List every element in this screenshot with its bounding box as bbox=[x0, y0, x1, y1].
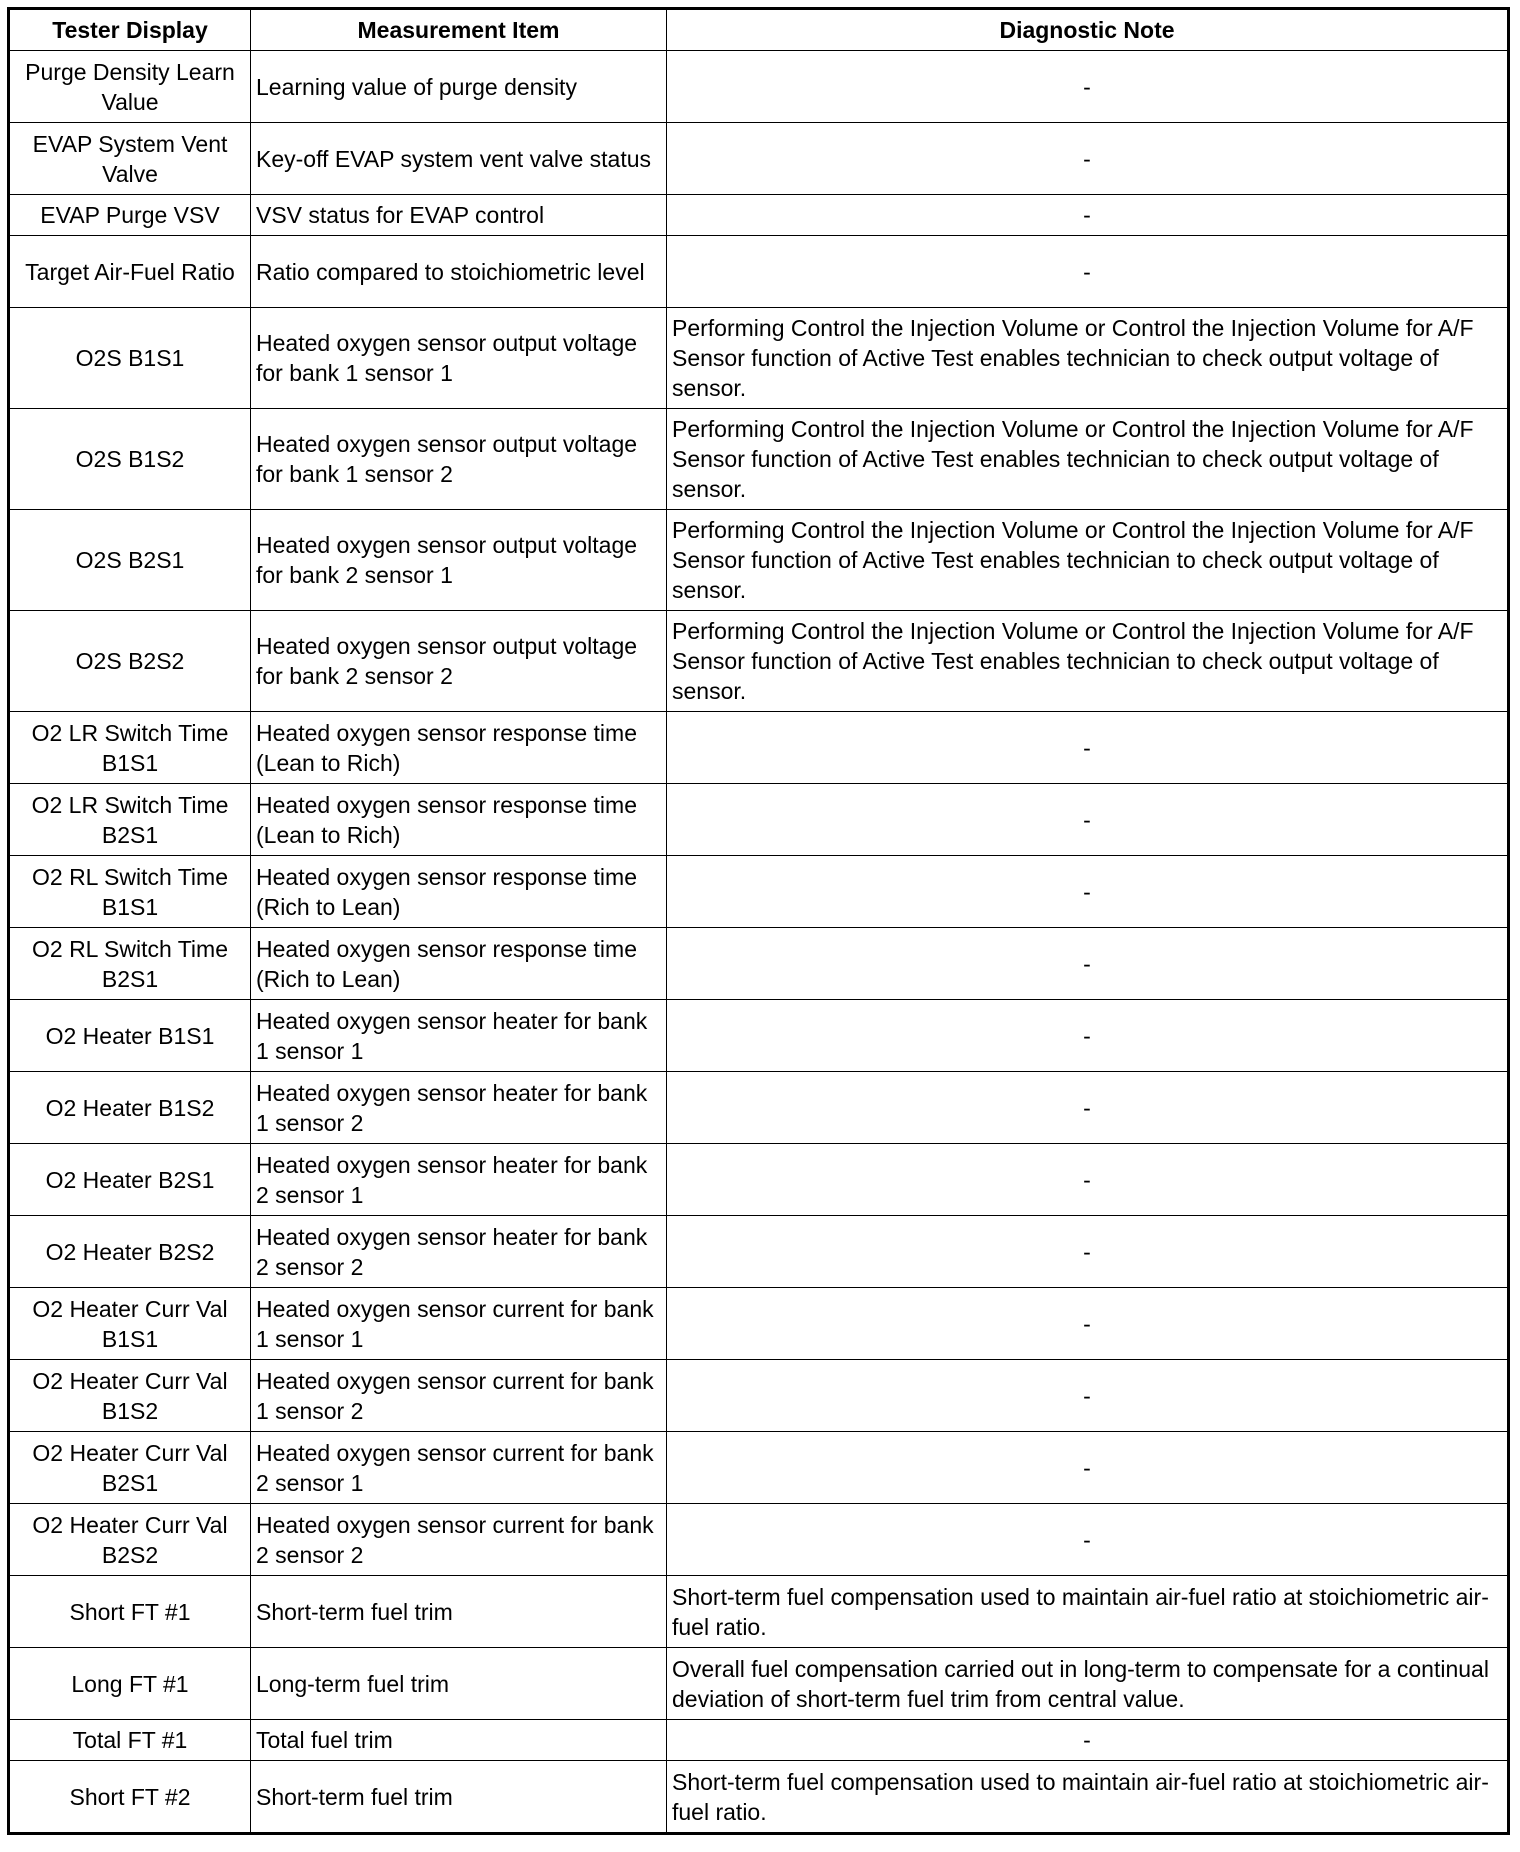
measurement-item-cell: Heated oxygen sensor current for bank 1 sensor 1 bbox=[251, 1288, 667, 1360]
tester-display-cell: O2S B2S2 bbox=[9, 611, 251, 712]
measurement-item-cell: VSV status for EVAP control bbox=[251, 195, 667, 236]
measurement-item-cell: Heated oxygen sensor current for bank 1 sensor 2 bbox=[251, 1360, 667, 1432]
measurement-item-cell: Heated oxygen sensor heater for bank 2 sensor 2 bbox=[251, 1216, 667, 1288]
tester-display-cell: Purge Density Learn Value bbox=[9, 51, 251, 123]
measurement-item-cell: Long-term fuel trim bbox=[251, 1648, 667, 1720]
diagnostic-note-cell: - bbox=[667, 1360, 1509, 1432]
tester-display-cell: Short FT #2 bbox=[9, 1761, 251, 1834]
tester-display-cell: O2S B2S1 bbox=[9, 510, 251, 611]
table-row bbox=[9, 1432, 1509, 1504]
measurement-item-cell: Heated oxygen sensor output voltage for bank 2 sensor 2 bbox=[251, 611, 667, 712]
diagnostic-note-cell: - bbox=[667, 51, 1509, 123]
tester-display-cell: O2 Heater B1S2 bbox=[9, 1072, 251, 1144]
diagnostic-note-cell: - bbox=[667, 123, 1509, 195]
measurement-item-cell: Heated oxygen sensor current for bank 2 sensor 2 bbox=[251, 1504, 667, 1576]
measurement-item-cell: Heated oxygen sensor heater for bank 2 sensor 1 bbox=[251, 1144, 667, 1216]
tester-display-cell: O2 Heater B1S1 bbox=[9, 1000, 251, 1072]
table-row bbox=[9, 784, 1509, 856]
table-row bbox=[9, 409, 1509, 510]
data-list-table bbox=[7, 7, 1510, 1835]
diagnostic-note-cell: - bbox=[667, 195, 1509, 236]
diagnostic-note-cell: - bbox=[667, 928, 1509, 1000]
measurement-item-cell: Heated oxygen sensor output voltage for bank 2 sensor 1 bbox=[251, 510, 667, 611]
table-row bbox=[9, 1720, 1509, 1761]
table-row bbox=[9, 1216, 1509, 1288]
table-row bbox=[9, 1648, 1509, 1720]
diagnostic-note-cell: - bbox=[667, 1072, 1509, 1144]
tester-display-cell: O2S B1S2 bbox=[9, 409, 251, 510]
tester-display-cell: O2 RL Switch Time B1S1 bbox=[9, 856, 251, 928]
measurement-item-cell: Short-term fuel trim bbox=[251, 1576, 667, 1648]
measurement-item-cell: Heated oxygen sensor output voltage for bank 1 sensor 1 bbox=[251, 308, 667, 409]
diagnostic-note-cell: - bbox=[667, 1144, 1509, 1216]
table-row bbox=[9, 195, 1509, 236]
diagnostic-note-cell: Overall fuel compensation carried out in long-term to compensate for a continual deviation of short-term fuel trim from central value. bbox=[667, 1648, 1509, 1720]
diagnostic-note-cell: Performing Control the Injection Volume or Control the Injection Volume for A/F Sensor function of Active Test enables technician to check output voltage of sensor. bbox=[667, 409, 1509, 510]
measurement-item-cell: Heated oxygen sensor response time (Lean to Rich) bbox=[251, 784, 667, 856]
measurement-item-cell: Short-term fuel trim bbox=[251, 1761, 667, 1834]
table-row bbox=[9, 1288, 1509, 1360]
table-row bbox=[9, 1576, 1509, 1648]
tester-display-cell: O2 Heater Curr Val B2S1 bbox=[9, 1432, 251, 1504]
measurement-item-cell: Heated oxygen sensor heater for bank 1 sensor 2 bbox=[251, 1072, 667, 1144]
diagnostic-note-cell: Performing Control the Injection Volume or Control the Injection Volume for A/F Sensor function of Active Test enables technician to check output voltage of sensor. bbox=[667, 611, 1509, 712]
tester-display-cell: O2 LR Switch Time B1S1 bbox=[9, 712, 251, 784]
tester-display-cell: Short FT #1 bbox=[9, 1576, 251, 1648]
measurement-item-cell: Heated oxygen sensor current for bank 2 sensor 1 bbox=[251, 1432, 667, 1504]
diagnostic-note-cell: - bbox=[667, 1432, 1509, 1504]
diagnostic-note-cell: - bbox=[667, 856, 1509, 928]
diagnostic-note-cell: Performing Control the Injection Volume or Control the Injection Volume for A/F Sensor function of Active Test enables technician to check output voltage of sensor. bbox=[667, 510, 1509, 611]
measurement-item-cell: Heated oxygen sensor heater for bank 1 sensor 1 bbox=[251, 1000, 667, 1072]
diagnostic-note-cell: - bbox=[667, 784, 1509, 856]
tester-display-cell: O2 Heater Curr Val B2S2 bbox=[9, 1504, 251, 1576]
table-row bbox=[9, 123, 1509, 195]
tester-display-cell: Total FT #1 bbox=[9, 1720, 251, 1761]
table-row bbox=[9, 611, 1509, 712]
tester-display-cell: O2S B1S1 bbox=[9, 308, 251, 409]
table-row bbox=[9, 51, 1509, 123]
diagnostic-note-cell: - bbox=[667, 1000, 1509, 1072]
table-row bbox=[9, 856, 1509, 928]
tester-display-cell: O2 Heater Curr Val B1S1 bbox=[9, 1288, 251, 1360]
diagnostic-note-cell: Performing Control the Injection Volume or Control the Injection Volume for A/F Sensor function of Active Test enables technician to check output voltage of sensor. bbox=[667, 308, 1509, 409]
diagnostic-note-cell: - bbox=[667, 1720, 1509, 1761]
diagnostic-note-cell: - bbox=[667, 236, 1509, 308]
measurement-item-cell: Heated oxygen sensor response time (Rich to Lean) bbox=[251, 856, 667, 928]
header-diagnostic-note: Diagnostic Note bbox=[667, 9, 1509, 51]
diagnostic-note-cell: Short-term fuel compensation used to maintain air-fuel ratio at stoichiometric air-fuel ratio. bbox=[667, 1761, 1509, 1834]
tester-display-cell: O2 Heater B2S2 bbox=[9, 1216, 251, 1288]
diagnostic-note-cell: Short-term fuel compensation used to maintain air-fuel ratio at stoichiometric air-fuel ratio. bbox=[667, 1576, 1509, 1648]
table-row bbox=[9, 1504, 1509, 1576]
table-row bbox=[9, 1072, 1509, 1144]
header-measurement-item: Measurement Item bbox=[251, 9, 667, 51]
tester-display-cell: O2 LR Switch Time B2S1 bbox=[9, 784, 251, 856]
tester-display-cell: Long FT #1 bbox=[9, 1648, 251, 1720]
table-row bbox=[9, 308, 1509, 409]
tester-display-cell: EVAP System Vent Valve bbox=[9, 123, 251, 195]
table-row bbox=[9, 1144, 1509, 1216]
tester-display-cell: Target Air-Fuel Ratio bbox=[9, 236, 251, 308]
measurement-item-cell: Learning value of purge density bbox=[251, 51, 667, 123]
table-row bbox=[9, 236, 1509, 308]
tester-display-cell: O2 Heater Curr Val B1S2 bbox=[9, 1360, 251, 1432]
table-row bbox=[9, 1360, 1509, 1432]
diagnostic-note-cell: - bbox=[667, 1504, 1509, 1576]
diagnostic-note-cell: - bbox=[667, 1216, 1509, 1288]
table-row bbox=[9, 1000, 1509, 1072]
table-row bbox=[9, 928, 1509, 1000]
measurement-item-cell: Heated oxygen sensor response time (Rich to Lean) bbox=[251, 928, 667, 1000]
table-row bbox=[9, 712, 1509, 784]
table-row bbox=[9, 510, 1509, 611]
tester-display-cell: O2 Heater B2S1 bbox=[9, 1144, 251, 1216]
diagnostic-note-cell: - bbox=[667, 712, 1509, 784]
table-row bbox=[9, 1761, 1509, 1834]
header-tester-display: Tester Display bbox=[9, 9, 251, 51]
diagnostic-note-cell: - bbox=[667, 1288, 1509, 1360]
measurement-item-cell: Heated oxygen sensor response time (Lean to Rich) bbox=[251, 712, 667, 784]
measurement-item-cell: Ratio compared to stoichiometric level bbox=[251, 236, 667, 308]
measurement-item-cell: Key-off EVAP system vent valve status bbox=[251, 123, 667, 195]
tester-display-cell: O2 RL Switch Time B2S1 bbox=[9, 928, 251, 1000]
tester-display-cell: EVAP Purge VSV bbox=[9, 195, 251, 236]
measurement-item-cell: Heated oxygen sensor output voltage for bank 1 sensor 2 bbox=[251, 409, 667, 510]
measurement-item-cell: Total fuel trim bbox=[251, 1720, 667, 1761]
header-row bbox=[9, 9, 1509, 51]
